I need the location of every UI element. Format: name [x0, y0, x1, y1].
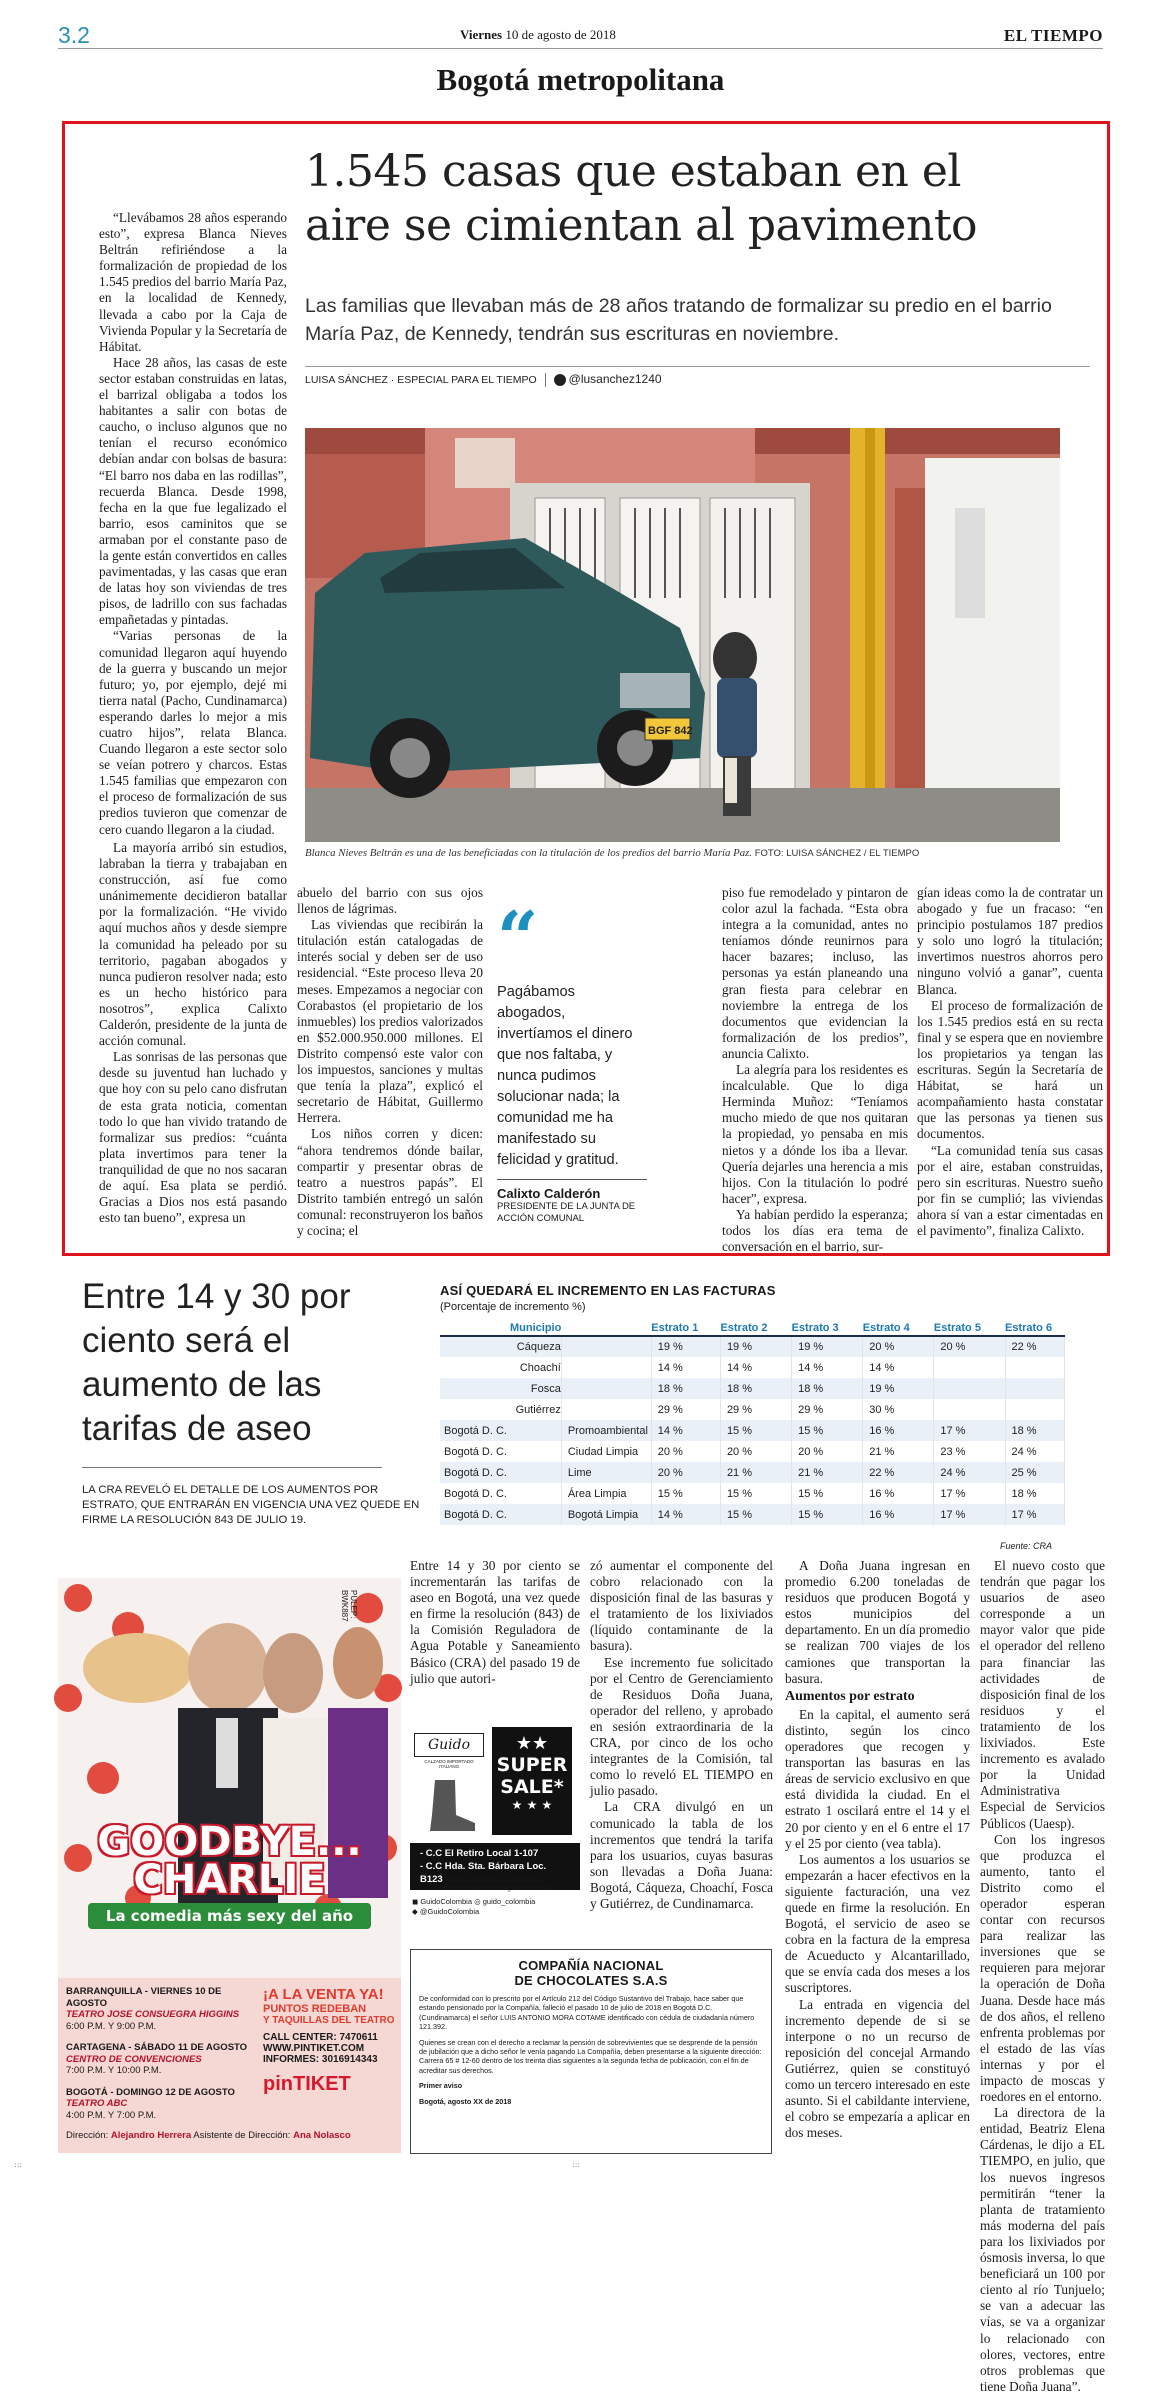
- column-header: Estrato 3: [792, 1320, 863, 1336]
- store-addresses: - C.C El Retiro Local 1-107 - C.C Hda. Sta. Bárbara Loc. B123: [410, 1843, 580, 1890]
- photo-credit: FOTO: LUISA SÁNCHEZ / EL TIEMPO: [754, 848, 920, 859]
- value-cell: 20 %: [651, 1462, 720, 1483]
- value-cell: 20 %: [934, 1336, 1005, 1357]
- value-cell: 20 %: [651, 1441, 720, 1462]
- masthead-logo: EL TIEMPO: [1003, 26, 1103, 45]
- municipio-cell: Bogotá D. C.: [440, 1462, 561, 1483]
- ad-credits: Dirección: Alejandro Herrera Asistente de Dirección: Ana Nolasco: [66, 2130, 351, 2141]
- value-cell: 18 %: [720, 1378, 791, 1399]
- value-cell: [934, 1357, 1005, 1378]
- value-cell: 22 %: [863, 1462, 934, 1483]
- story-deck: Las familias que llevaban más de 28 años tratando de formalizar su predio en el barrio María Paz, de Kennedy, tendrán sus escrituras en noviembre.: [305, 295, 1052, 345]
- section-title: Bogotá metropolitana: [436, 62, 725, 97]
- municipio-cell: Bogotá D. C.: [440, 1483, 561, 1504]
- value-cell: 14 %: [720, 1357, 791, 1378]
- paragraph: La directora de la entidad, Beatriz Elena Cárdenas, le dijo a EL TIEMPO, en julio, que los nuevos ingresos permitirán “tener la planta de tratamiento más moderna del país para los lixiviados por ósmosis inversa, lo que beneficiará un 100 por ciento al río Tunjuelo; se van a adecuar las vías, se va a organizar lo relacionado con olores, vectores, entre otros problemas que tiene Doña Juana”.: [980, 2105, 1105, 2394]
- table-row: [440, 1441, 1065, 1462]
- table-title: ASÍ QUEDARÁ EL INCREMENTO EN LAS FACTURAS: [440, 1283, 776, 1298]
- story-headline: 1.545 casas que estaban en el aire se cimientan al pavimento: [305, 146, 977, 251]
- value-cell: [1005, 1399, 1065, 1420]
- story-column-1-cont: [99, 840, 287, 1226]
- operator-cell: [561, 1378, 651, 1399]
- value-cell: 18 %: [1005, 1483, 1065, 1504]
- value-cell: 18 %: [651, 1378, 720, 1399]
- value-cell: 20 %: [792, 1441, 863, 1462]
- value-cell: 24 %: [934, 1462, 1005, 1483]
- value-cell: 14 %: [651, 1504, 720, 1525]
- show-advertisement[interactable]: [58, 1578, 401, 2153]
- table-row: [440, 1462, 1065, 1483]
- value-cell: [934, 1378, 1005, 1399]
- column-header: Municipio: [440, 1320, 561, 1336]
- twitter-icon: ◆: [412, 1907, 418, 1916]
- table-row: [440, 1357, 1065, 1378]
- operator-cell: [561, 1399, 651, 1420]
- instagram-icon: ◎: [474, 1897, 481, 1906]
- operator-cell: Bogotá Limpia: [561, 1504, 651, 1525]
- byline-rule: [305, 366, 1090, 367]
- notice-paragraph: Primer aviso: [419, 2081, 463, 2091]
- aseo-column-1: [410, 1558, 580, 1687]
- table-row: [440, 1504, 1065, 1525]
- pull-quote-name: Calixto Calderón: [497, 1186, 601, 1201]
- pull-quote-text: Pagábamos abogados, invertíamos el dinero que nos faltaba, y nunca pudimos solucionar nada; la comunidad me ha manifestado su felicidad y gratitud.: [497, 984, 633, 1168]
- paragraph: Las viviendas que recibirán la titulación están catalogadas de interés social y deben ser de uso residencial. “Este proceso lleva 20 meses. Empezamos a negociar con Corabastos (el propietario de los inmuebles) los predios valorizados en $52.000.950.000 millones. El Distrito compensó este valor con los impuestos, sanciones y multas que tenía la plaza”, explicó el secretario de Hábitat, Guillermo Herrera.: [297, 917, 483, 1126]
- ad-pulep: PULEP: BWK887: [340, 1590, 358, 1622]
- byline: [305, 372, 662, 387]
- value-cell: 15 %: [720, 1504, 791, 1525]
- table-row: [440, 1399, 1065, 1420]
- author: LUISA SÁNCHEZ · ESPECIAL PARA EL TIEMPO: [305, 374, 537, 386]
- value-cell: 29 %: [792, 1399, 863, 1420]
- value-cell: 19 %: [651, 1336, 720, 1357]
- pull-quote: [497, 895, 637, 1225]
- paragraph: Los aumentos a los usuarios se empezarán a hacer efectivos en la siguiente facturación, una vez quede en firme la resolución. En Bogotá, el servicio de aseo se cobra en la factura de la empresa de Acueducto y Alcantarillado, que se envía cada dos meses a los suscriptores.: [785, 1851, 970, 1996]
- notice-paragraph: Quienes se crean con el derecho a reclamar la pensión de sobrevivientes que se desprende de la pensión de jubilación que a dicho señor le venía pagando La Compañía, deben presentarse a la siguiente dirección: Carrera 65 # 12-60 dentro de los treinta días siguientes a la segunda fecha de publicación, con el fin de acreditar sus derechos.: [419, 2037, 762, 2075]
- paragraph: El proceso de formalización de los 1.545 predios está en su recta final y se espera que en noviembre los propietarios ya tengan las escrituras. Según la Secretaría de Hábitat, se hará un acompañamiento hasta constatar que las personas ya tienen sus documentos.: [917, 997, 1103, 1142]
- value-cell: 30 %: [863, 1399, 934, 1420]
- paragraph: Hace 28 años, las casas de este sector estaban construidas en latas, el barrizal obligaba a todos los habitantes a salir con botas de caucho, o incluso algunos que no tenían el recurso económico debían andar con bolsas de basura: “El barro nos daba en las rodillas”, recuerda Blanca. Desde 1998, fecha en la que fue legalizado el barrio, esos caminitos que se armaban por el constante paso de la gente están convertidos en calles pavimentadas, y las casas que eran de latas hoy son viviendas de tres pisos, de ladrillo con sus fachadas empañetadas y pintadas.: [99, 354, 287, 628]
- notice-paragraph: De conformidad con lo prescrito por el Artículo 212 del Código Sustantivo del Trabajo, hace saber que estando pensionado por la Compañía, falleció el pasado 10 de julio de 2018 en Bogotá D.C. (Cundinamarca) el señor LUIS ANTONIO MORA COTAME identificado con cédula de ciudadanía número 121.392.: [419, 1994, 755, 2032]
- paragraph: Los niños corren y dicen: “ahora tendremos dónde bailar, compartir y presentar obras de teatro a nuestros papás”. El Distrito también entregó un salón comunal: reconstruyeron los baños y cocina; el: [297, 1126, 483, 1238]
- value-cell: 23 %: [934, 1441, 1005, 1462]
- paragraph: La entrada en vigencia del incremento depende de si se interpone o no un recurso de reposición del concejal Armando Gutiérrez, quien se constituyó como un tercero interesado en este asunto. Si el cabildante interviene, el cobro se empezaría a aplicar en dos meses.: [785, 1996, 970, 2141]
- column-header: Estrato 1: [651, 1320, 720, 1336]
- value-cell: 19 %: [720, 1336, 791, 1357]
- municipio-cell: Fosca: [440, 1378, 561, 1399]
- table-row: [440, 1483, 1065, 1504]
- value-cell: 14 %: [651, 1420, 720, 1441]
- value-cell: [934, 1399, 1005, 1420]
- value-cell: 15 %: [720, 1483, 791, 1504]
- value-cell: 16 %: [863, 1504, 934, 1525]
- value-cell: 19 %: [792, 1336, 863, 1357]
- legal-notice: [410, 1949, 772, 2154]
- aseo-column-3: [785, 1558, 970, 2141]
- operator-cell: Área Limpia: [561, 1483, 651, 1504]
- paragraph: A Doña Juana ingresan en promedio 6.200 toneladas de residuos que producen Bogotá y estos municipios del departamento. En un día promedio se realizan 700 viajes de los camiones que transportan la basura.: [785, 1558, 970, 1686]
- value-cell: 22 %: [1005, 1336, 1065, 1357]
- show-date-1: BARRANQUILLA - VIERNES 10 DE AGOSTO TEATRO JOSE CONSUEGRA HIGGINS 6:00 P.M. Y 9:00 P.M.: [66, 1986, 240, 2032]
- twitter-icon: [554, 374, 566, 386]
- page-date: Viernes 10 de agosto de 2018: [460, 27, 616, 42]
- pull-quote-rule: [497, 1179, 647, 1180]
- value-cell: 16 %: [863, 1420, 934, 1441]
- aseo-lead: LA CRA REVELÓ EL DETALLE DE LOS AUMENTOS POR ESTRATO, QUE ENTRARÁN EN VIGENCIA UNA VEZ QUEDE EN FIRME LA RESOLUCIÓN 843 DE JULIO 19.: [82, 1484, 420, 1526]
- value-cell: 14 %: [863, 1357, 934, 1378]
- paragraph: Ya habían perdido la esperanza; todos los días era tema de conversación en el barrio, sur-: [722, 1206, 908, 1255]
- table-source: Fuente: CRA: [1000, 1541, 1053, 1551]
- municipio-cell: Bogotá D. C.: [440, 1420, 561, 1441]
- paragraph: Las sonrisas de las personas que desde su juventud han luchado y que hoy con su pelo cano disfrutan de esta grata noticia, comentan todo lo que han vivido tratando de formalizar sus predios: “cuánta plata invertimos para tener la tranquilidad de que no nos sacaran de aquí. Esa plata se perdió. Gracias a Dios nos está pasando esto tan bueno”, expresa un: [99, 1049, 287, 1226]
- value-cell: 15 %: [792, 1504, 863, 1525]
- value-cell: 18 %: [1005, 1420, 1065, 1441]
- value-cell: 15 %: [792, 1420, 863, 1441]
- notice-title: COMPAÑÍA NACIONAL DE CHOCOLATES S.A.S: [514, 1958, 668, 1988]
- operator-cell: Promoambiental: [561, 1420, 651, 1441]
- value-cell: 20 %: [720, 1441, 791, 1462]
- boot-icon: [420, 1775, 480, 1835]
- pintiket-logo: pinTIKET: [263, 2073, 351, 2095]
- table-row: [440, 1378, 1065, 1399]
- municipio-cell: Bogotá D. C.: [440, 1441, 561, 1462]
- footer-mark: :::: [572, 2160, 581, 2169]
- table-row: [440, 1336, 1065, 1357]
- story-column-4: [917, 885, 1103, 1239]
- value-cell: 21 %: [863, 1441, 934, 1462]
- value-cell: 17 %: [934, 1420, 1005, 1441]
- show-date-2: CARTAGENA - SÁBADO 11 DE AGOSTO CENTRO DE CONVENCIONES 7:00 P.M. Y 10:00 P.M.: [66, 2042, 248, 2076]
- sale-box-office: Y TAQUILLAS DEL TEATRO: [263, 2015, 395, 2026]
- ad-title: GOODBYE... CHARLIE: [97, 1819, 362, 1903]
- paragraph: En la capital, el aumento será distinto, según los cinco operadores que recogen y transportan las basuras en las áreas de servicio exclusivo en que está dividida la ciudad. En el estrato 1 oscilará entre el 14 y el 20 por ciento y en el 6 entre el 17 y el 25 por ciento (vea tabla).: [785, 1706, 970, 1851]
- value-cell: 19 %: [863, 1378, 934, 1399]
- info-phone: INFORMES: 3016914343: [263, 2054, 378, 2065]
- value-cell: [1005, 1357, 1065, 1378]
- story-column-1: [99, 210, 287, 838]
- municipio-cell: Choachí: [440, 1357, 561, 1378]
- guido-logo: Guido CALZADO IMPORTADO ITALIANO: [414, 1733, 484, 1769]
- sale-points: PUNTOS REDEBAN: [263, 2003, 367, 2015]
- shoe-fine-print: *Aplican condiciones y restricciones *Promoción válida hasta agotar existencias: [437, 1878, 553, 1892]
- pull-quote-role: PRESIDENTE DE LA JUNTA DE ACCIÓN COMUNAL: [497, 1201, 636, 1224]
- column-header: Estrato 5: [934, 1320, 1005, 1336]
- paragraph: zó aumentar el componente del cobro relacionado con la disposición final de las basuras y el tratamiento de los lixiviados (líquido contaminante de la basura).: [590, 1558, 773, 1654]
- aseo-headline: Entre 14 y 30 por ciento será el aumento de las tarifas de aseo: [82, 1277, 351, 1448]
- municipio-cell: Bogotá D. C.: [440, 1504, 561, 1525]
- table-row: [440, 1420, 1065, 1441]
- operator-cell: [561, 1357, 651, 1378]
- paragraph: Entre 14 y 30 por ciento se incrementarán las tarifas de aseo en Bogotá, una vez quede en firme la resolución (843) de la Comisión Reguladora de Agua Potable y Saneamiento Básico (CRA) del pasado 19 de julio que autori-: [410, 1558, 580, 1686]
- column-header: Estrato 6: [1005, 1320, 1065, 1336]
- twitter-handle[interactable]: @lusanchez1240: [568, 372, 662, 386]
- show-date-3: BOGOTÁ - DOMINGO 12 DE AGOSTO TEATRO ABC 4:00 P.M. Y 7:00 P.M.: [66, 2086, 235, 2121]
- value-cell: 24 %: [1005, 1441, 1065, 1462]
- super-sale-badge: ★★ SUPER SALE* ★ ★ ★: [492, 1727, 572, 1835]
- story-column-2: [297, 885, 483, 1239]
- subhead: Aumentos por estrato: [785, 1688, 915, 1704]
- paragraph: Con los ingresos que produzca el aumento, tanto el Distrito como el operador esperan contar con recursos para realizar las inversiones que se requieren para mejorar la operación de Doña Juana. Desde hace más de dos años, el relleno enfrenta problemas por el estado de las vías internas y por el impacto de moscas y roedores en el entorno.: [980, 1831, 1105, 2105]
- value-cell: 17 %: [1005, 1504, 1065, 1525]
- shoe-advertisement[interactable]: [410, 1713, 580, 1935]
- aseo-column-4: [980, 1558, 1105, 2395]
- value-cell: 29 %: [720, 1399, 791, 1420]
- house-car-photo-illustration: [305, 428, 1060, 842]
- facebook-icon: ◼: [412, 1897, 419, 1906]
- paragraph: abuelo del barrio con sus ojos llenos de lágrimas.: [297, 885, 483, 917]
- paragraph: La CRA divulgó en un comunicado la tabla de los incrementos que tendrá la tarifa para los usuarios, cuyas basuras son llevadas a Doña Juana: Bogotá, Cáqueza, Choachí, Fosca y Gutiérrez, de Cundinamarca.: [590, 1799, 773, 1911]
- header-rule: [58, 48, 1103, 49]
- value-cell: 25 %: [1005, 1462, 1065, 1483]
- notice-paragraph: Bogotá, agosto XX de 2018: [419, 2096, 512, 2106]
- social-links[interactable]: ◼ GuidoColombia ◎ guido_colombia ◆ @GuidoColombia: [412, 1897, 536, 1916]
- column-header: Estrato 2: [720, 1320, 791, 1336]
- table-header-row: [440, 1320, 1065, 1336]
- value-cell: 29 %: [651, 1399, 720, 1420]
- ticket-website-link[interactable]: WWW.PINTIKET.COM: [263, 2043, 365, 2054]
- value-cell: 14 %: [792, 1357, 863, 1378]
- value-cell: 17 %: [934, 1483, 1005, 1504]
- value-cell: 18 %: [792, 1378, 863, 1399]
- value-cell: 14 %: [651, 1357, 720, 1378]
- photo-caption: Blanca Nieves Beltrán es una de las beneficiadas con la titulación de los predios del barrio María Paz. FOTO: LUISA SÁNCHEZ / EL TIEMPO: [305, 847, 920, 859]
- value-cell: 21 %: [720, 1462, 791, 1483]
- paragraph: La mayoría arribó sin estudios, labraban la tierra y trabajaban en construcción, así fue como unánimemente decidieron batallar por la formalización. “He vivido aquí muchos años y desde siempre la comunidad ha peleado por su territorio, pagaban abogados y nunca pudieron resolver nada; esto es un hecho histórico para nosotros”, explica Calixto Calderón, presidente de la junta de acción comunal.: [99, 840, 287, 1049]
- quote-mark-icon: “: [497, 895, 539, 980]
- ad-tagline: La comedia más sexy del año: [88, 1903, 371, 1929]
- aseo-rule: [82, 1467, 382, 1468]
- paragraph: piso fue remodelado y pintaron de color azul la fachada. “Esta obra integra a la comunidad, antes no teníamos dónde reunirnos para hacer bazares; incluso, las personas ya están planeando una gran fiesta para celebrar en noviembre la entrega de los documentos que evidencian la formalización de los predios”, anuncia Calixto.: [722, 885, 908, 1061]
- paragraph: Ese incremento fue solicitado por el Centro de Gerenciamiento de Residuos Doña Juana, operador del relleno, y aprobado en sesión extraordinaria de la CRA, por cinco de los ocho integrantes de la Comisión, tal como lo reveló EL TIEMPO en julio pasado.: [590, 1654, 773, 1799]
- operator-cell: Ciudad Limpia: [561, 1441, 651, 1462]
- value-cell: [1005, 1378, 1065, 1399]
- value-cell: 15 %: [792, 1483, 863, 1504]
- story-column-3: [722, 885, 908, 1255]
- value-cell: 17 %: [934, 1504, 1005, 1525]
- value-cell: 16 %: [863, 1483, 934, 1504]
- value-cell: 15 %: [720, 1420, 791, 1441]
- story-photo: [305, 428, 1060, 842]
- column-header: Estrato 4: [863, 1320, 934, 1336]
- paragraph: “Llevábamos 28 años esperando esto”, expresa Blanca Nieves Beltrán refiriéndose a la formalización de propiedad de los 1.545 predios del barrio María Paz, en la localidad de Kennedy, llevada a cabo por la Caja de Vivienda Popular y la Secretaría de Hábitat.: [99, 210, 287, 354]
- operator-cell: Lime: [561, 1462, 651, 1483]
- paragraph: gían ideas como la de contratar un abogado y fue un fracaso: “en principio postulamos 187 predios y solo uno logró la titulación; invertimos nuestros ahorros pero ninguno volvió a ganar”, cuenta Blanca.: [917, 885, 1103, 997]
- operator-cell: [561, 1336, 651, 1357]
- paragraph: “La comunidad tenía sus casas por el aire, estaban construidas, pero sin escrituras. Nuestro sueño por fin se cumplió; las viviendas ahora sí van a estar cimentadas en el pavimento”, finaliza Calixto.: [917, 1142, 1103, 1238]
- license-plate: BGF 842: [648, 725, 693, 737]
- paragraph: “Varias personas de la comunidad llegaron aquí huyendo de la guerra y buscando un mejor futuro; yo, por ejemplo, dejé mi tierra natal (Pacho, Cundinamarca) esperando darles lo mejor a mis cuatro hijos”, relata Blanca. Cuando llegaron a este sector solo se veían potrero y charcos. Estas 1.545 familias que empezaron con el proceso de formalización de sus predios tuvieron que comenzar de cero cuando llegaron a la ciudad.: [99, 628, 287, 837]
- table-subtitle: (Porcentaje de incremento %): [440, 1301, 586, 1313]
- rates-table: [440, 1320, 1065, 1525]
- value-cell: 21 %: [792, 1462, 863, 1483]
- call-center: CALL CENTER: 7470611: [263, 2032, 378, 2043]
- municipio-cell: Cáqueza: [440, 1336, 561, 1357]
- footer-mark: :::: [14, 2160, 23, 2169]
- value-cell: 15 %: [651, 1483, 720, 1504]
- paragraph: La alegría para los residentes es incalculable. Que lo diga Herminda Muñoz: “Teníamos mucho miedo de que nos quitaran la propiedad, yo pensaba en mis nietos y a dónde los iba a llevar. Quería dejarles una herencia a mis hijos. Con la titulación lo podré hacer”, expresa.: [722, 1062, 908, 1206]
- paragraph: El nuevo costo que tendrán que pagar los usuarios de aseo corresponde a un mayor valor que pide el operador del relleno para financiar las actividades de disposición final de los residuos y el tratamiento de los lixiviados. Este incremento es avalado por la Unidad Administrativa Especial de Servicios Públicos (Uaesp).: [980, 1558, 1105, 1831]
- ad-info-panel: [58, 1978, 401, 2153]
- page-number: 3.2: [58, 22, 90, 48]
- value-cell: 20 %: [863, 1336, 934, 1357]
- municipio-cell: Gutiérrez: [440, 1399, 561, 1420]
- sale-label: ¡A LA VENTA YA!: [263, 1986, 384, 2003]
- aseo-column-2: [590, 1558, 773, 1912]
